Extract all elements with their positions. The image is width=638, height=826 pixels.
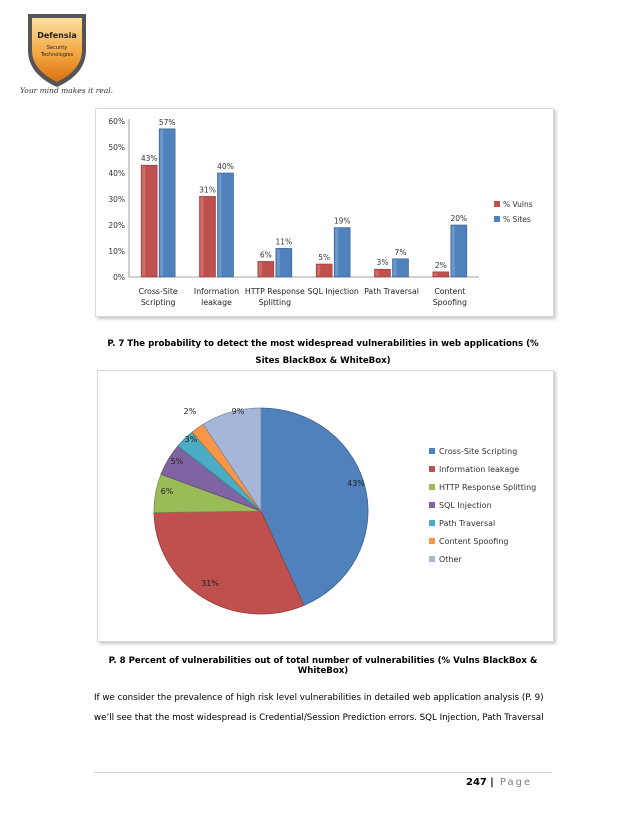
footer-divider xyxy=(94,772,552,773)
y-tick-label: 30% xyxy=(108,195,125,204)
pie-data-label: 5% xyxy=(170,457,184,466)
legend-label: HTTP Response Splitting xyxy=(439,483,537,492)
x-category-label: Spoofing xyxy=(432,298,467,307)
bar-data-label: 7% xyxy=(394,247,407,257)
bar-vulns xyxy=(433,272,449,277)
legend-swatch xyxy=(429,538,435,544)
bar-data-label: 40% xyxy=(217,162,234,171)
x-category-label: SQL Injection xyxy=(307,287,359,296)
bar-sites xyxy=(334,228,350,277)
x-category-label: Splitting xyxy=(258,298,292,307)
x-category-label: Cross-Site xyxy=(138,287,178,296)
y-tick-label: 50% xyxy=(108,143,125,152)
paragraph-line-2: we’ll see that the most widespread is Credential/Session Prediction errors. SQL Injection, Path Traversal xyxy=(94,713,544,723)
bar-data-label: 43% xyxy=(140,154,158,164)
bar-highlight xyxy=(317,265,320,276)
brand-name: Defensia xyxy=(37,31,77,40)
bar-vulns xyxy=(258,261,274,277)
bar-highlight xyxy=(335,229,338,276)
legend-swatch xyxy=(429,520,435,526)
legend-swatch xyxy=(429,466,435,472)
x-category-label: Information xyxy=(193,287,240,296)
x-category-label: HTTP Response xyxy=(244,287,305,296)
brand-tagline: Your mind makes it real. xyxy=(20,86,114,95)
bar-data-label: 11% xyxy=(275,237,293,247)
bar-highlight xyxy=(259,262,262,276)
y-tick-label: 0% xyxy=(113,273,125,282)
legend-label: SQL Injection xyxy=(439,501,492,510)
y-tick-label: 60% xyxy=(108,117,125,126)
bar-chart-caption: P. 7 The probability to detect the most widespread vulnerabilities in web applications (% Sites BlackBox & WhiteBox) xyxy=(107,339,539,366)
bar-highlight xyxy=(219,174,222,276)
bar-sites xyxy=(159,129,175,277)
bar-highlight xyxy=(201,197,204,276)
pie-data-label: 31% xyxy=(201,579,219,588)
page-footer xyxy=(466,777,532,788)
bar-vulns xyxy=(200,196,216,277)
legend-swatch xyxy=(429,448,435,454)
bar-highlight xyxy=(160,130,163,276)
pie-data-label: 3% xyxy=(184,435,198,444)
pie-data-label: 6% xyxy=(160,487,174,496)
legend-label: Path Traversal xyxy=(439,519,496,528)
bar-sites xyxy=(276,248,292,277)
y-tick-label: 10% xyxy=(108,247,125,256)
legend-swatch xyxy=(429,556,435,562)
bar-data-label: 2% xyxy=(434,260,447,270)
pie-chart-caption: P. 8 Percent of vulnerabilities out of total number of vulnerabilities (% Vulns BlackBox & WhiteBox) xyxy=(108,656,538,676)
bar-data-label: 3% xyxy=(376,258,389,268)
bar-chart xyxy=(96,109,553,316)
legend-label: % Vulns xyxy=(503,200,533,209)
footer-separator: | xyxy=(490,777,494,788)
bar-highlight xyxy=(394,260,397,276)
body-paragraph xyxy=(94,688,564,728)
pie-data-label: 9% xyxy=(231,407,245,416)
bar-sites xyxy=(218,173,234,277)
legend-swatch xyxy=(494,201,500,207)
x-category-label: Scripting xyxy=(140,298,176,307)
legend-swatch xyxy=(494,216,500,222)
pie-data-label: 43% xyxy=(347,479,365,488)
legend-label: Content Spoofing xyxy=(439,537,509,546)
bar-data-label: 5% xyxy=(318,253,331,262)
brand-sub1: Security xyxy=(46,45,68,51)
brand-sub2: Technologies xyxy=(40,52,74,58)
bar-data-label: 6% xyxy=(259,250,272,260)
bar-vulns xyxy=(375,269,391,277)
bar-highlight xyxy=(434,273,437,276)
bar-sites xyxy=(393,259,409,277)
bar-data-label: 57% xyxy=(158,117,176,127)
bar-data-label: 19% xyxy=(333,216,351,226)
bar-highlight xyxy=(142,166,145,276)
page-word: Page xyxy=(499,777,533,788)
pie-chart-frame xyxy=(97,370,554,642)
x-category-label: Content xyxy=(434,287,466,296)
legend-swatch xyxy=(429,502,435,508)
legend-label: % Sites xyxy=(503,215,531,224)
pie-chart xyxy=(98,371,553,641)
legend-swatch xyxy=(429,484,435,490)
bar-highlight xyxy=(452,226,455,276)
bar-vulns xyxy=(141,165,157,277)
x-category-label: Path Traversal xyxy=(364,287,419,296)
bar-chart-frame xyxy=(95,108,554,317)
y-tick-label: 20% xyxy=(108,221,125,230)
y-tick-label: 40% xyxy=(108,169,125,178)
legend-label: Cross-Site Scripting xyxy=(439,447,518,456)
bar-data-label: 31% xyxy=(199,185,216,195)
legend-label: Information leakage xyxy=(439,465,520,474)
paragraph-line-1: If we consider the prevalence of high risk level vulnerabilities in detailed web application analysis (P. 9) xyxy=(94,693,544,703)
bar-highlight xyxy=(376,270,379,276)
bar-data-label: 20% xyxy=(450,214,468,223)
page-number: 247 xyxy=(466,777,487,788)
bar-vulns xyxy=(316,264,332,277)
bar-highlight xyxy=(277,249,280,276)
pie-data-label: 2% xyxy=(183,407,197,416)
x-category-label: leakage xyxy=(201,298,232,307)
company-logo xyxy=(22,10,92,90)
bar-sites xyxy=(451,225,467,277)
legend-label: Other xyxy=(439,555,462,564)
